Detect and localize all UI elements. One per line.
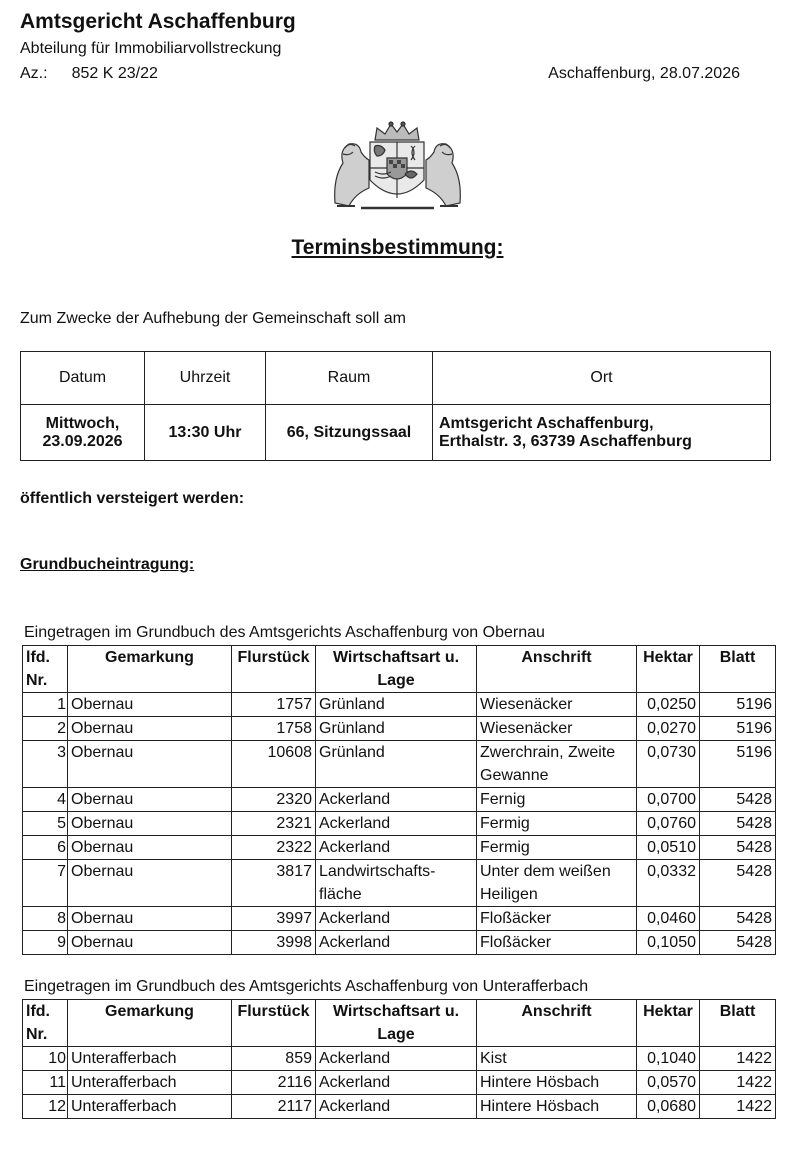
table-row [23, 931, 776, 955]
cell-wirtschaftsart-line1: Ackerland [319, 910, 391, 927]
cell-hektar: 0,0460 [637, 907, 700, 931]
cell-anschrift [477, 1047, 637, 1071]
cell-hektar: 0,0570 [637, 1071, 700, 1095]
cell-flurstueck: 2116 [232, 1071, 316, 1095]
cell-hektar: 0,0730 [637, 741, 700, 788]
cell-flurstueck: 2321 [232, 812, 316, 836]
page-title-text: Terminsbestimmung: [291, 236, 504, 259]
column-header-wirtschaftsart [316, 646, 477, 693]
cell-gemarkung: Obernau [68, 741, 232, 788]
department: Abteilung für Immobiliarvollstreckung [20, 40, 282, 57]
cell-blatt: 1422 [700, 1047, 776, 1071]
column-header-wirtschaftsart [316, 1000, 477, 1047]
cell-blatt: 5428 [700, 836, 776, 860]
appointment-date-value: 23.09.2026 [42, 432, 123, 450]
cell-wirtschaftsart [316, 1071, 477, 1095]
cell-blatt: 1422 [700, 1071, 776, 1095]
cell-flurstueck: 859 [232, 1047, 316, 1071]
cell-anschrift [477, 693, 637, 717]
cell-flurstueck: 2322 [232, 836, 316, 860]
cell-hektar: 0,1050 [637, 931, 700, 955]
table-row [23, 836, 776, 860]
case-number-value: 852 K 23/22 [71, 65, 158, 82]
column-header-gemarkung: Gemarkung [68, 1000, 232, 1047]
cell-anschrift [477, 812, 637, 836]
cell-wirtschaftsart [316, 860, 477, 907]
table-row [23, 1071, 776, 1095]
cell-anschrift [477, 931, 637, 955]
property-table-obernau [22, 645, 776, 955]
nr-header-line2: Nr. [26, 1026, 48, 1043]
property-table-unterafferbach [22, 999, 776, 1119]
cell-wirtschaftsart-line1: Grünland [319, 744, 385, 761]
cell-anschrift-line1: Floßäcker [480, 934, 552, 951]
cell-wirtschaftsart-line1: Ackerland [319, 934, 391, 951]
cell-wirtschaftsart-line1: Ackerland [319, 815, 391, 832]
court-name: Amtsgericht Aschaffenburg [20, 10, 296, 33]
cell-nr: 9 [23, 931, 68, 955]
cell-nr: 10 [23, 1047, 68, 1071]
table-row [23, 717, 776, 741]
cell-anschrift-line1: Wiesenäcker [480, 720, 573, 737]
nr-header-line2: Nr. [26, 672, 48, 689]
cell-anschrift-line2: Heiligen [480, 886, 538, 903]
section-caption-obernau: Eingetragen im Grundbuch des Amtsgerichts Aschaffenburg von Obernau [24, 624, 545, 641]
cell-nr: 6 [23, 836, 68, 860]
cell-wirtschaftsart [316, 836, 477, 860]
column-header-gemarkung: Gemarkung [68, 646, 232, 693]
case-number-label: Az.: [20, 65, 48, 82]
cell-gemarkung: Obernau [68, 788, 232, 812]
cell-anschrift-line1: Wiesenäcker [480, 696, 573, 713]
cell-anschrift-line1: Fermig [480, 815, 530, 832]
cell-nr: 5 [23, 812, 68, 836]
cell-nr: 4 [23, 788, 68, 812]
cell-nr: 8 [23, 907, 68, 931]
wirtschaftsart-header-line2: Lage [377, 1026, 415, 1043]
column-header-datum: Datum [21, 352, 145, 405]
cell-flurstueck: 10608 [232, 741, 316, 788]
page-title [0, 236, 800, 260]
cell-anschrift-line2: Gewanne [480, 767, 549, 784]
cell-flurstueck: 3997 [232, 907, 316, 931]
appointment-row [21, 405, 771, 461]
cell-nr: 1 [23, 693, 68, 717]
cell-flurstueck: 2320 [232, 788, 316, 812]
appointment-location [433, 405, 771, 461]
table-header-row [23, 646, 776, 693]
cell-wirtschaftsart-line1: Grünland [319, 696, 385, 713]
cell-hektar: 0,0250 [637, 693, 700, 717]
column-header-blatt: Blatt [700, 646, 776, 693]
cell-wirtschaftsart-line1: Ackerland [319, 791, 391, 808]
cell-anschrift [477, 1095, 637, 1119]
cell-wirtschaftsart [316, 788, 477, 812]
cell-blatt: 5196 [700, 717, 776, 741]
cell-wirtschaftsart [316, 907, 477, 931]
cell-gemarkung: Obernau [68, 836, 232, 860]
cell-hektar: 0,0270 [637, 717, 700, 741]
table-row [23, 812, 776, 836]
cell-flurstueck: 3817 [232, 860, 316, 907]
cell-gemarkung: Obernau [68, 693, 232, 717]
column-header-flurstueck: Flurstück [232, 1000, 316, 1047]
cell-hektar: 0,0760 [637, 812, 700, 836]
cell-gemarkung: Obernau [68, 931, 232, 955]
column-header-anschrift: Anschrift [477, 1000, 637, 1047]
cell-hektar: 0,1040 [637, 1047, 700, 1071]
column-header-hektar: Hektar [637, 1000, 700, 1047]
column-header-flurstueck: Flurstück [232, 646, 316, 693]
appointment-table [20, 351, 771, 461]
cell-wirtschaftsart-line1: Grünland [319, 720, 385, 737]
grundbuch-heading: Grundbucheintragung: [20, 556, 195, 573]
table-row [23, 860, 776, 907]
column-header-ort: Ort [433, 352, 771, 405]
wirtschaftsart-header-line1: Wirtschaftsart u. [332, 649, 460, 666]
cell-flurstueck: 1757 [232, 693, 316, 717]
table-row [23, 788, 776, 812]
table-row [23, 1047, 776, 1071]
table-body-obernau [23, 693, 776, 955]
cell-wirtschaftsart-line1: Landwirtschafts- [319, 863, 436, 880]
cell-wirtschaftsart [316, 1095, 477, 1119]
cell-nr: 2 [23, 717, 68, 741]
appointment-weekday: Mittwoch, [45, 414, 120, 432]
bavarian-coat-of-arms-icon [325, 118, 470, 213]
cell-gemarkung: Obernau [68, 812, 232, 836]
cell-gemarkung: Obernau [68, 717, 232, 741]
cell-gemarkung: Obernau [68, 907, 232, 931]
cell-anschrift-line1: Kist [480, 1050, 507, 1067]
column-header-hektar: Hektar [637, 646, 700, 693]
cell-blatt: 5428 [700, 907, 776, 931]
cell-flurstueck: 1758 [232, 717, 316, 741]
column-header-anschrift: Anschrift [477, 646, 637, 693]
cell-flurstueck: 3998 [232, 931, 316, 955]
cell-flurstueck: 2117 [232, 1095, 316, 1119]
cell-wirtschaftsart [316, 1047, 477, 1071]
cell-anschrift [477, 860, 637, 907]
cell-gemarkung: Unterafferbach [68, 1047, 232, 1071]
column-header-uhrzeit: Uhrzeit [145, 352, 266, 405]
auction-statement: öffentlich versteigert werden: [20, 490, 245, 507]
cell-anschrift-line1: Hintere Hösbach [480, 1074, 600, 1091]
column-header-nr [23, 1000, 68, 1047]
location-line2: Erthalstr. 3, 63739 Aschaffenburg [439, 432, 692, 450]
cell-anschrift [477, 907, 637, 931]
wirtschaftsart-header-line1: Wirtschaftsart u. [332, 1003, 460, 1020]
appointment-room: 66, Sitzungssaal [266, 405, 433, 461]
place-date: Aschaffenburg, 28.07.2026 [548, 65, 740, 82]
appointment-date [21, 405, 145, 461]
cell-wirtschaftsart-line2: fläche [319, 886, 362, 903]
cell-gemarkung: Obernau [68, 860, 232, 907]
table-row [23, 693, 776, 717]
cell-anschrift-line1: Floßäcker [480, 910, 552, 927]
cell-nr: 7 [23, 860, 68, 907]
intro-text: Zum Zwecke der Aufhebung der Gemeinschaft soll am [20, 310, 406, 327]
cell-anschrift-line1: Fermig [480, 839, 530, 856]
cell-wirtschaftsart [316, 741, 477, 788]
column-header-raum: Raum [266, 352, 433, 405]
cell-wirtschaftsart-line1: Ackerland [319, 1098, 391, 1115]
nr-header-line1: lfd. [26, 649, 50, 666]
location-line1: Amtsgericht Aschaffenburg, [439, 414, 654, 432]
table-body-unterafferbach [23, 1047, 776, 1119]
cell-blatt: 5196 [700, 693, 776, 717]
cell-blatt: 5196 [700, 741, 776, 788]
cell-blatt: 5428 [700, 788, 776, 812]
table-row [23, 907, 776, 931]
cell-anschrift-line1: Fernig [480, 791, 526, 808]
cell-hektar: 0,0510 [637, 836, 700, 860]
cell-gemarkung: Unterafferbach [68, 1095, 232, 1119]
cell-hektar: 0,0332 [637, 860, 700, 907]
cell-anschrift-line1: Zwerchrain, Zweite [480, 744, 616, 761]
cell-nr: 12 [23, 1095, 68, 1119]
cell-anschrift [477, 741, 637, 788]
cell-hektar: 0,0680 [637, 1095, 700, 1119]
cell-nr: 11 [23, 1071, 68, 1095]
cell-blatt: 5428 [700, 860, 776, 907]
table-header-row [23, 1000, 776, 1047]
cell-anschrift [477, 788, 637, 812]
cell-blatt: 5428 [700, 931, 776, 955]
cell-wirtschaftsart [316, 931, 477, 955]
cell-anschrift [477, 836, 637, 860]
appointment-time: 13:30 Uhr [145, 405, 266, 461]
table-row [23, 1095, 776, 1119]
cell-anschrift-line1: Unter dem weißen [480, 863, 611, 880]
wirtschaftsart-header-line2: Lage [377, 672, 415, 689]
cell-anschrift [477, 717, 637, 741]
cell-nr: 3 [23, 741, 68, 788]
column-header-nr [23, 646, 68, 693]
table-row [23, 741, 776, 788]
cell-anschrift [477, 1071, 637, 1095]
appointment-header-row [21, 352, 771, 405]
section-caption-unterafferbach: Eingetragen im Grundbuch des Amtsgerichts Aschaffenburg von Unterafferbach [24, 978, 589, 995]
cell-wirtschaftsart [316, 717, 477, 741]
column-header-blatt: Blatt [700, 1000, 776, 1047]
cell-wirtschaftsart-line1: Ackerland [319, 839, 391, 856]
cell-wirtschaftsart [316, 693, 477, 717]
cell-blatt: 5428 [700, 812, 776, 836]
cell-hektar: 0,0700 [637, 788, 700, 812]
cell-wirtschaftsart-line1: Ackerland [319, 1050, 391, 1067]
cell-gemarkung: Unterafferbach [68, 1071, 232, 1095]
cell-wirtschaftsart [316, 812, 477, 836]
cell-blatt: 1422 [700, 1095, 776, 1119]
nr-header-line1: lfd. [26, 1003, 50, 1020]
cell-wirtschaftsart-line1: Ackerland [319, 1074, 391, 1091]
cell-anschrift-line1: Hintere Hösbach [480, 1098, 600, 1115]
case-number [20, 65, 158, 83]
